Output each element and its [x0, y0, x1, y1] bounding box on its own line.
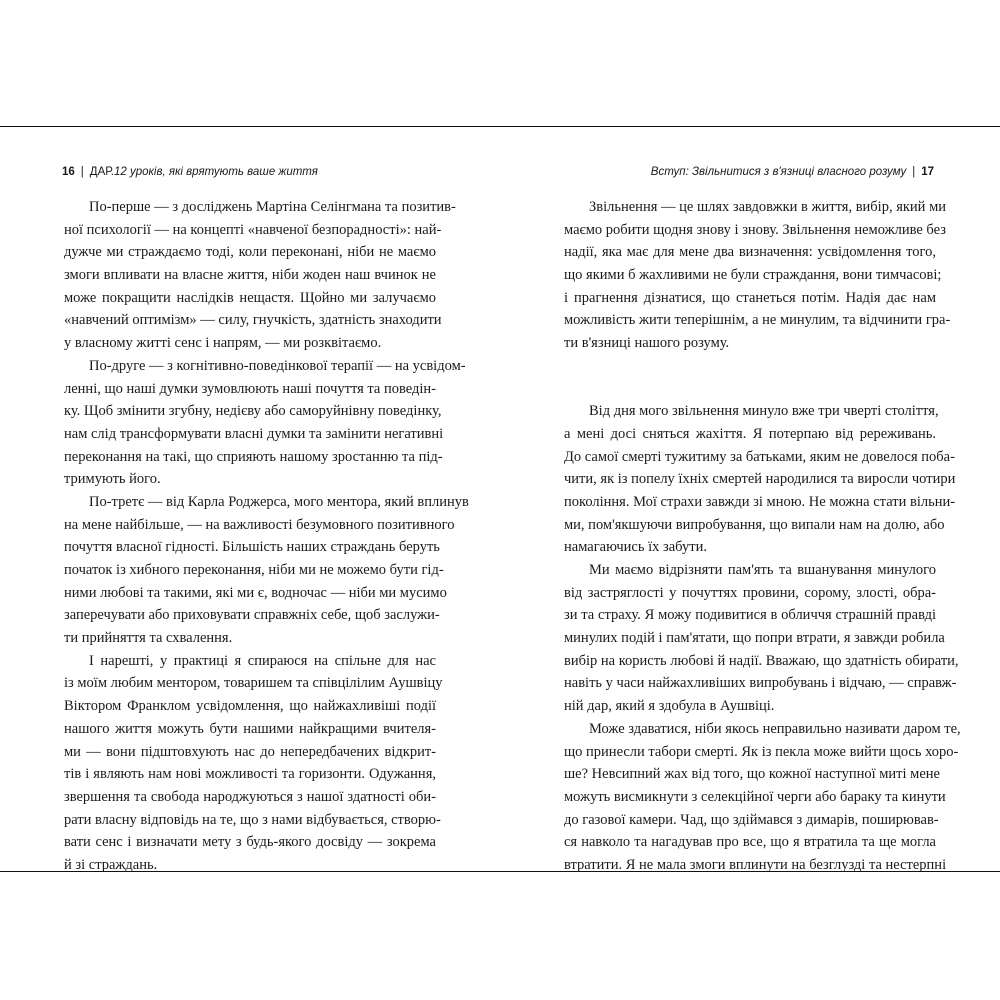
- body-line: намагаючись їх забути.: [564, 539, 707, 556]
- left-header-book-title: ДАР.: [89, 166, 114, 178]
- body-line: ми, пом'якшуючи випробування, що випали нам на долю, або: [564, 516, 945, 533]
- body-line: дужче ми страждаємо тоді, коли переконані, ніби не маємо: [64, 244, 436, 261]
- body-line: що якими б жахливими не були страждання, вони тимчасові;: [564, 267, 942, 284]
- left-page-number: 16: [62, 166, 75, 178]
- body-line: переконання на такі, що сприяють нашому зростанню та під-: [64, 448, 443, 465]
- body-line: змоги впливати на власне життя, ніби жоден наш вчинок не: [64, 267, 436, 284]
- body-line: можуть висмикнути з селекційної черги або бараку та кинути: [564, 788, 946, 805]
- body-line: вибір на користь любові й надії. Вважаю, що здатність обирати,: [564, 652, 959, 669]
- body-line: нашого життя можуть бути нашими найкращими вчителя-: [64, 720, 436, 737]
- body-line: із моїм любим ментором, товаришем та співцілілим Аушвіцу: [64, 675, 443, 692]
- body-line: Ми маємо відрізняти пам'ять та вшанування минулого: [589, 562, 936, 579]
- body-line: чити, як із попелу їхніх смертей народилися та виросли чотири: [564, 471, 956, 488]
- body-line: ше? Невсипний жах від того, що кожної наступної миті мене: [564, 766, 940, 783]
- body-line: ними любові та такими, які ми є, водночас — ніби ми мусимо: [64, 584, 447, 601]
- body-line: може покращити наслідків нещастя. Щойно ми залучаємо: [64, 289, 436, 306]
- body-line: ми — вони підштовхують нас до непередбачених відкрит-: [64, 743, 436, 760]
- body-line: ти прийняття та схвалення.: [64, 630, 233, 647]
- body-line: і прагнення дізнатися, що станеться потім. Надія дає нам: [564, 289, 936, 306]
- body-line: звершення та свобода народжуються з нашої здатності оби-: [64, 788, 436, 805]
- body-line: до газової камери. Чад, що здіймався з димарів, поширював-: [564, 811, 939, 828]
- body-line: ти в'язниці нашого розуму.: [564, 335, 730, 352]
- body-line: нам слід трансформувати власні думки та замінити негативні: [64, 425, 444, 442]
- body-line: маємо робити щодня знову і знову. Звільнення неможливе без: [564, 221, 946, 238]
- body-line: зи та страху. Я можу подивитися в обличчя страшній правді: [564, 607, 936, 624]
- body-line: Може здаватися, ніби якось неправильно називати даром те,: [589, 720, 961, 737]
- body-line: заперечувати або приховувати справжніх себе, щоб заслужи-: [64, 607, 440, 624]
- body-line: навіть у часи найжахливіших випробувань і відчаю, — справж-: [564, 675, 957, 692]
- body-line: початок із хибного переконання, ніби ми не можемо бути гід-: [64, 562, 444, 578]
- left-page-body: [64, 196, 469, 877]
- section-break: [564, 355, 936, 400]
- right-page-body: [564, 196, 961, 877]
- body-line: від застряглості у почуттях провини, сорому, злості, обра-: [564, 584, 936, 601]
- body-line: тів і являють нам нові можливості та горизонти. Одужання,: [64, 766, 436, 783]
- body-line: По-друге — з когнітивно-поведінкової терапії — на усвідом-: [89, 357, 466, 374]
- left-header-subtitle: 12 уроків, які врятують ваше життя: [113, 166, 318, 178]
- body-line: Від дня мого звільнення минуло вже три чверті століття,: [589, 403, 939, 420]
- body-line: у власному житті сенс і напрям, — ми розквітаємо.: [64, 335, 382, 352]
- body-line: ної психології — на концепті «навченої безпорадності»: най-: [64, 221, 442, 238]
- body-line: на мене найбільше, — на важливості безумовного позитивного: [64, 516, 455, 533]
- body-line: До самої смерті тужитиму за батьками, яким не довелося поба-: [564, 448, 955, 465]
- body-line: почуття власної гідності. Більшість наших страждань беруть: [64, 539, 440, 556]
- body-line: ленні, що наші думки зумовлюють наші почуття та поведін-: [64, 380, 436, 397]
- body-line: вати сенс і визначати мету з будь-якого досвіду — зокрема: [64, 834, 436, 851]
- body-line: «навчений оптимізм» — силу, гнучкість, здатність знаходити: [64, 312, 442, 329]
- body-line: Віктором Франклом усвідомлення, що найжахливіші події: [64, 698, 436, 715]
- body-line: втратити. Я не мала змоги вплинути на безглузді та нестерпні: [564, 856, 947, 873]
- body-line: тримують його.: [64, 471, 161, 488]
- body-line: надії, яка має для мене два визначення: усвідомлення того,: [564, 244, 936, 261]
- body-line: а мені досі сняться жахіття. Я потерпаю від ререживань.: [564, 425, 936, 442]
- body-line: ку. Щоб змінити згубну, недієву або саморуйнівну поведінку,: [64, 403, 442, 420]
- body-line: покоління. Мої страхи завжди зі мною. Не можна стати вільни-: [564, 493, 956, 510]
- body-line: Звільнення — це шлях завдовжки в життя, вибір, який ми: [589, 199, 946, 215]
- body-line: ній дар, який я здобула в Аушвіці.: [564, 698, 775, 715]
- right-header-chapter-title: Вступ: Звільнитися з в'язниці власного розуму: [650, 166, 907, 178]
- body-line: І нарешті, у практиці я спираюся на спільне для нас: [89, 652, 436, 669]
- right-running-header: Вступ: Звільнитися з в'язниці власного розуму | 17: [650, 166, 934, 178]
- body-line: ся навколо та нагадував про все, що я втратила та ще могла: [564, 834, 936, 851]
- right-page-number: 17: [921, 166, 934, 178]
- body-line: можливість жити теперішнім, а не минулим, та відчинити гра-: [564, 312, 951, 329]
- body-line: й зі страждань.: [64, 856, 158, 873]
- left-running-header: 16 | ДАР.12 уроків, які врятують ваше життя: [62, 166, 318, 178]
- body-line: По-третє — від Карла Роджерса, мого ментора, який вплинув: [89, 493, 469, 510]
- body-line: минулих подій і пам'ятати, що попри втрати, я завжди робила: [564, 630, 945, 647]
- body-line: По-перше — з досліджень Мартіна Селінгмана та позитив-: [89, 199, 456, 215]
- body-line: що принесли табори смерті. Як із пекла може вийти щось хоро-: [564, 743, 959, 760]
- body-line: рати власну відповідь на те, що з нами відбувається, створю-: [64, 811, 441, 828]
